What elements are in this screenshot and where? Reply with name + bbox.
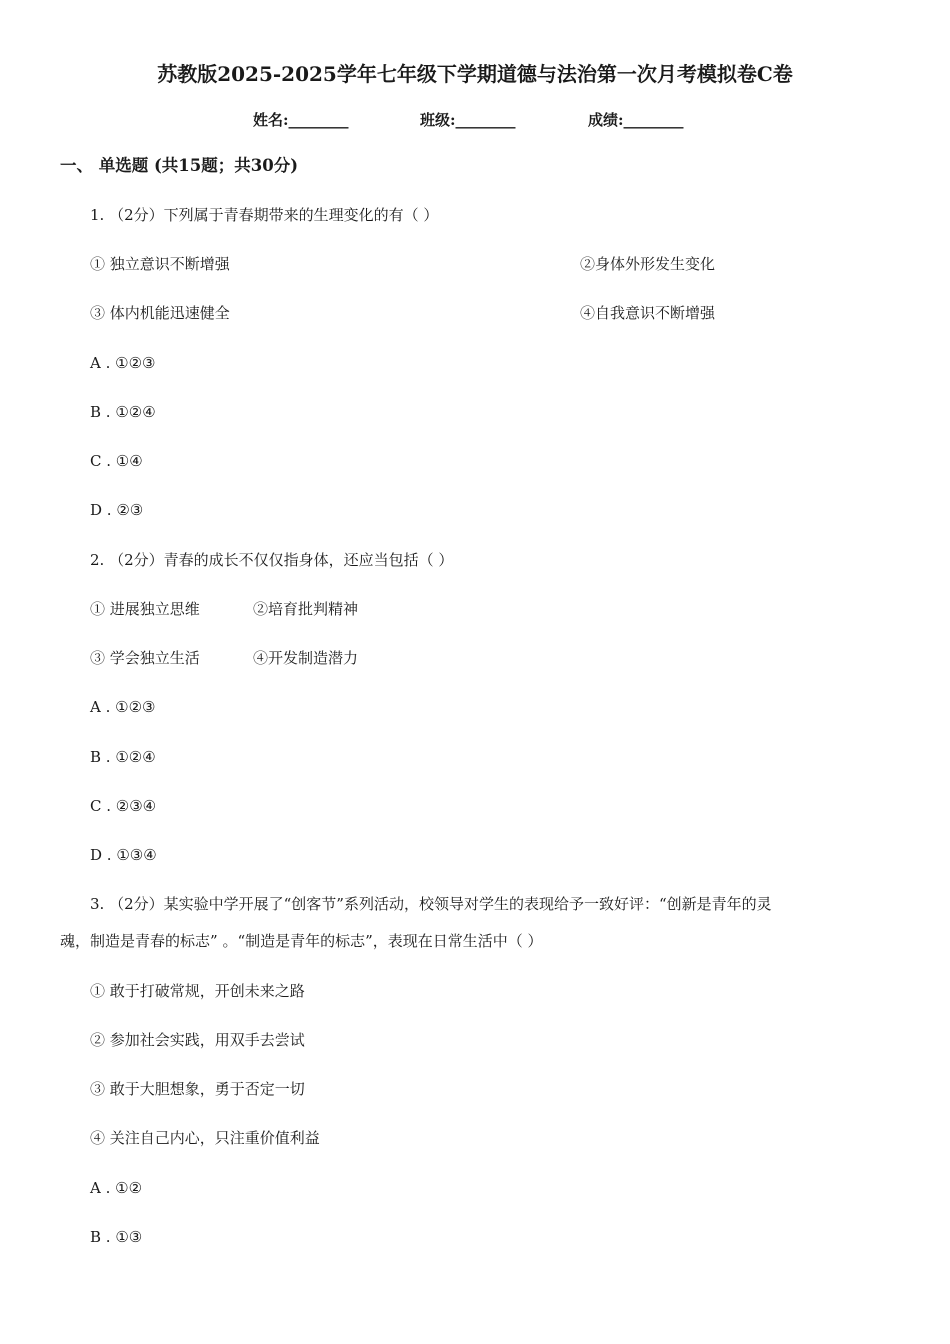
answer-option-b[interactable]: B . ①②④ [90, 748, 156, 766]
class-field[interactable]: 班级:________ [420, 111, 516, 129]
statement-item: ②培育批判精神 [253, 600, 359, 618]
answer-option-c[interactable]: C . ②③④ [90, 797, 157, 815]
statement-item: ④开发制造潜力 [253, 649, 359, 667]
statement-item: ④自我意识不断增强 [580, 304, 716, 322]
statement-item: ②身体外形发生变化 [580, 255, 716, 273]
answer-option-b[interactable]: B . ①②④ [90, 403, 156, 421]
statement-item: ① 敢于打破常规，开创未来之路 [90, 982, 305, 1000]
answer-option-c[interactable]: C . ①④ [90, 452, 143, 470]
question-stem-line-2: 魂，制造是青春的标志” 。“制造是青年的标志”，表现在日常生活中（ ） [60, 932, 543, 950]
statement-item: ① 独立意识不断增强 [90, 255, 230, 273]
name-field[interactable]: 姓名:________ [253, 111, 349, 129]
answer-option-a[interactable]: A . ①②③ [90, 698, 156, 716]
answer-option-a[interactable]: A . ①②③ [90, 354, 156, 372]
statement-item: ③ 敢于大胆想象，勇于否定一切 [90, 1080, 305, 1098]
question-stem: 2. （2分）青春的成长不仅仅指身体，还应当包括（ ） [90, 551, 454, 569]
answer-option-d[interactable]: D . ②③ [90, 501, 144, 519]
question-stem-line-1: 3. （2分）某实验中学开展了“创客节”系列活动，校领导对学生的表现给予一致好评：“创新是青年的灵 [90, 895, 772, 913]
question-stem: 1. （2分）下列属于青春期带来的生理变化的有（ ） [90, 206, 439, 224]
answer-option-b[interactable]: B . ①③ [90, 1228, 143, 1246]
page-title: 苏教版2025-2025学年七年级下学期道德与法治第一次月考模拟卷C卷 [157, 62, 793, 86]
statement-item: ① 进展独立思维 [90, 600, 200, 618]
score-field[interactable]: 成绩:________ [588, 111, 684, 129]
statement-item: ③ 学会独立生活 [90, 649, 200, 667]
answer-option-a[interactable]: A . ①② [90, 1179, 143, 1197]
answer-option-d[interactable]: D . ①③④ [90, 846, 157, 864]
section-heading: 一、 单选题 (共15题；共30分) [60, 156, 299, 175]
statement-item: ② 参加社会实践，用双手去尝试 [90, 1031, 305, 1049]
statement-item: ③ 体内机能迅速健全 [90, 304, 230, 322]
statement-item: ④ 关注自己内心，只注重价值利益 [90, 1129, 320, 1147]
